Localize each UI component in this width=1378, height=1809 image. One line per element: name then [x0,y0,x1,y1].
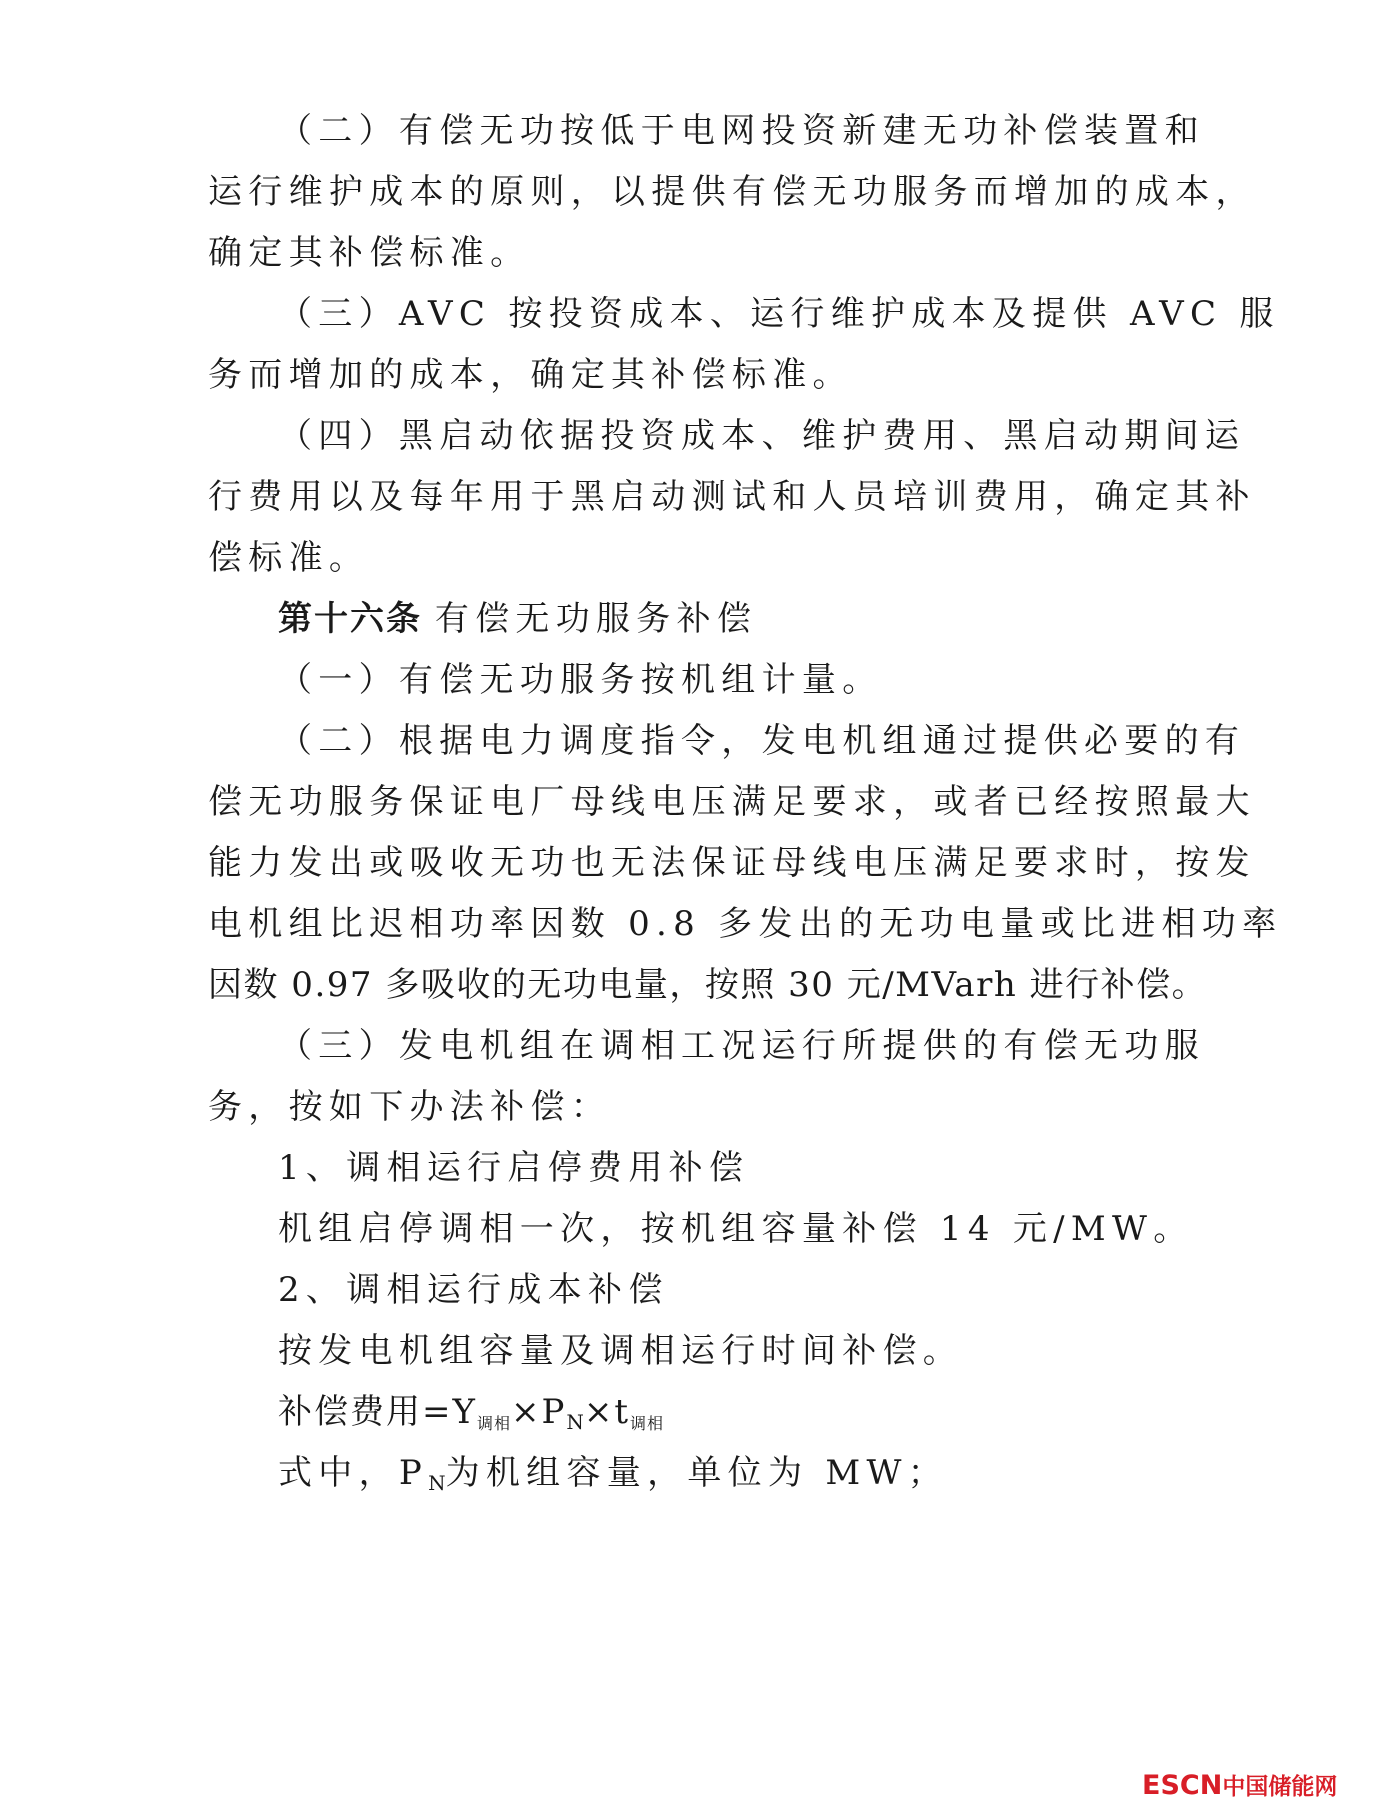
definition-post: 为机组容量，单位为 MW； [445,1453,949,1493]
paragraph-line: （二）有偿无功按低于电网投资新建无功补偿装置和 [278,111,1205,151]
paragraph-line: 机组启停调相一次，按机组容量补偿 14 元/MW。 [278,1209,1194,1249]
paragraph-line: 能力发出或吸收无功也无法保证母线电压满足要求时，按发 [208,843,1256,883]
article-title: 有偿无功服务补偿 [434,599,758,639]
paragraph-line: 确定其补偿标准。 [208,233,531,273]
formula-term: ×t [583,1392,630,1432]
paragraph-line: （四）黑启动依据投资成本、维护费用、黑启动期间运 [278,416,1246,456]
definition-line [278,1453,1176,1493]
paragraph-line: 1、调相运行启停费用补偿 [278,1148,750,1188]
article-number: 第十六条 [278,599,422,639]
formula-term: ×P [510,1392,567,1432]
paragraph-line: 因数 0.97 多吸收的无功电量，按照 30 元/MVarh 进行补偿。 [208,965,1208,1005]
logo-cn: 中国储能网 [1222,1774,1338,1800]
paragraph-line: （二）根据电力调度指令，发电机组通过提供必要的有 [278,721,1246,761]
formula-line [278,1392,1176,1432]
definition-subscript-n: N [428,1471,446,1495]
paragraph-line: 电机组比迟相功率因数 0.8 多发出的无功电量或比进相功率 [208,904,1283,944]
logo-en: ESCN [1142,1770,1223,1801]
paragraph-line: 务而增加的成本，确定其补偿标准。 [208,355,853,395]
paragraph-line: （一）有偿无功服务按机组计量。 [278,660,883,700]
paragraph-line: 运行维护成本的原则，以提供有偿无功服务而增加的成本， [208,172,1256,212]
paragraph-line: 按发电机组容量及调相运行时间补偿。 [278,1331,964,1371]
paragraph-line: 偿标准。 [208,538,370,578]
escn-logo [1142,1768,1337,1802]
formula-subscript-n: N [566,1410,584,1434]
formula-subscript: 调相 [476,1414,511,1433]
article-heading [278,599,1176,639]
paragraph-line: （三）发电机组在调相工况运行所提供的有偿无功服 [278,1026,1205,1066]
formula-lhs: 补偿费用=Y [278,1392,477,1432]
paragraph-line: 务，按如下办法补偿： [208,1087,611,1127]
definition-pre: 式中，P [278,1453,429,1493]
paragraph-line: （三）AVC 按投资成本、运行维护成本及提供 AVC 服 [278,294,1280,334]
paragraph-line: 偿无功服务保证电厂母线电压满足要求，或者已经按照最大 [208,782,1256,822]
paragraph-line: 行费用以及每年用于黑启动测试和人员培训费用，确定其补 [208,477,1256,517]
paragraph-line: 2、调相运行成本补偿 [278,1270,669,1310]
formula-subscript: 调相 [629,1414,664,1433]
